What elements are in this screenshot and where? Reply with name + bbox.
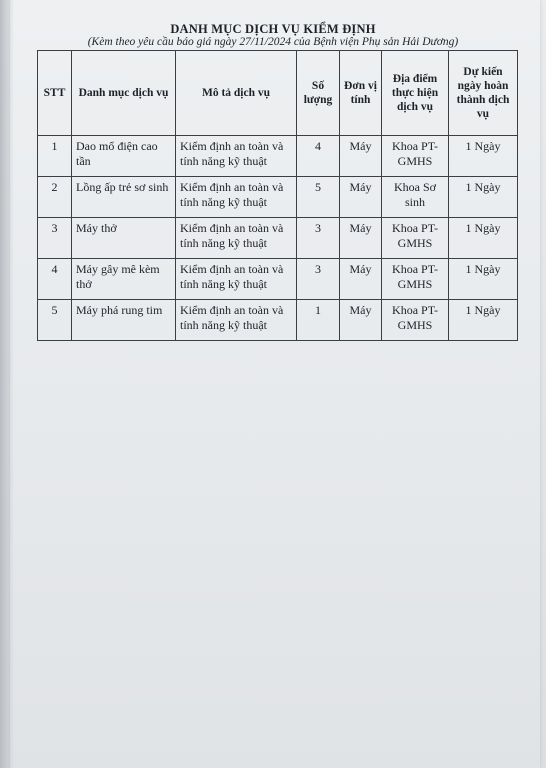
cell-mo-ta: Kiểm định an toàn và tính năng kỹ thuật — [176, 259, 297, 300]
header-dia-diem: Địa điểm thực hiện dịch vụ — [382, 51, 449, 136]
cell-stt: 3 — [38, 218, 72, 259]
cell-danh-muc: Máy gây mê kèm thở — [72, 259, 176, 300]
header-don-vi: Đơn vị tính — [340, 51, 382, 136]
page-edge-shadow — [0, 0, 14, 768]
header-mo-ta: Mô tả dịch vụ — [176, 51, 297, 136]
cell-stt: 4 — [38, 259, 72, 300]
cell-danh-muc: Máy phá rung tim — [72, 300, 176, 341]
cell-so-luong: 4 — [297, 136, 340, 177]
cell-danh-muc: Lồng ấp trẻ sơ sinh — [72, 177, 176, 218]
cell-stt: 5 — [38, 300, 72, 341]
table-row — [38, 300, 518, 341]
cell-dia-diem: Khoa PT-GMHS — [382, 300, 449, 341]
table-header-row — [38, 51, 518, 136]
cell-du-kien: 1 Ngày — [449, 177, 518, 218]
cell-dia-diem: Khoa PT-GMHS — [382, 218, 449, 259]
header-du-kien: Dự kiến ngày hoàn thành dịch vụ — [449, 51, 518, 136]
document-subtitle: (Kèm theo yêu cầu báo giá ngày 27/11/2024 của Bệnh viện Phụ sản Hải Dương) — [87, 36, 459, 48]
cell-danh-muc: Dao mổ điện cao tần — [72, 136, 176, 177]
cell-du-kien: 1 Ngày — [449, 259, 518, 300]
cell-so-luong: 1 — [297, 300, 340, 341]
cell-dia-diem: Khoa Sơ sinh — [382, 177, 449, 218]
cell-mo-ta: Kiểm định an toàn và tính năng kỹ thuật — [176, 177, 297, 218]
cell-stt: 1 — [38, 136, 72, 177]
cell-mo-ta: Kiểm định an toàn và tính năng kỹ thuật — [176, 300, 297, 341]
cell-don-vi: Máy — [340, 300, 382, 341]
cell-mo-ta: Kiểm định an toàn và tính năng kỹ thuật — [176, 136, 297, 177]
cell-don-vi: Máy — [340, 177, 382, 218]
header-danh-muc: Danh mục dịch vụ — [72, 51, 176, 136]
header-stt: STT — [38, 51, 72, 136]
table-row — [38, 218, 518, 259]
service-table — [37, 50, 518, 341]
table-row — [38, 136, 518, 177]
table-row — [38, 259, 518, 300]
cell-du-kien: 1 Ngày — [449, 218, 518, 259]
cell-du-kien: 1 Ngày — [449, 300, 518, 341]
cell-don-vi: Máy — [340, 259, 382, 300]
cell-mo-ta: Kiểm định an toàn và tính năng kỹ thuật — [176, 218, 297, 259]
cell-so-luong: 5 — [297, 177, 340, 218]
cell-dia-diem: Khoa PT-GMHS — [382, 259, 449, 300]
table-row — [38, 177, 518, 218]
cell-don-vi: Máy — [340, 136, 382, 177]
cell-don-vi: Máy — [340, 218, 382, 259]
cell-danh-muc: Máy thở — [72, 218, 176, 259]
cell-stt: 2 — [38, 177, 72, 218]
cell-du-kien: 1 Ngày — [449, 136, 518, 177]
cell-so-luong: 3 — [297, 218, 340, 259]
cell-so-luong: 3 — [297, 259, 340, 300]
cell-dia-diem: Khoa PT-GMHS — [382, 136, 449, 177]
document-title: DANH MỤC DỊCH VỤ KIỂM ĐỊNH — [170, 22, 376, 36]
header-so-luong: Số lượng — [297, 51, 340, 136]
